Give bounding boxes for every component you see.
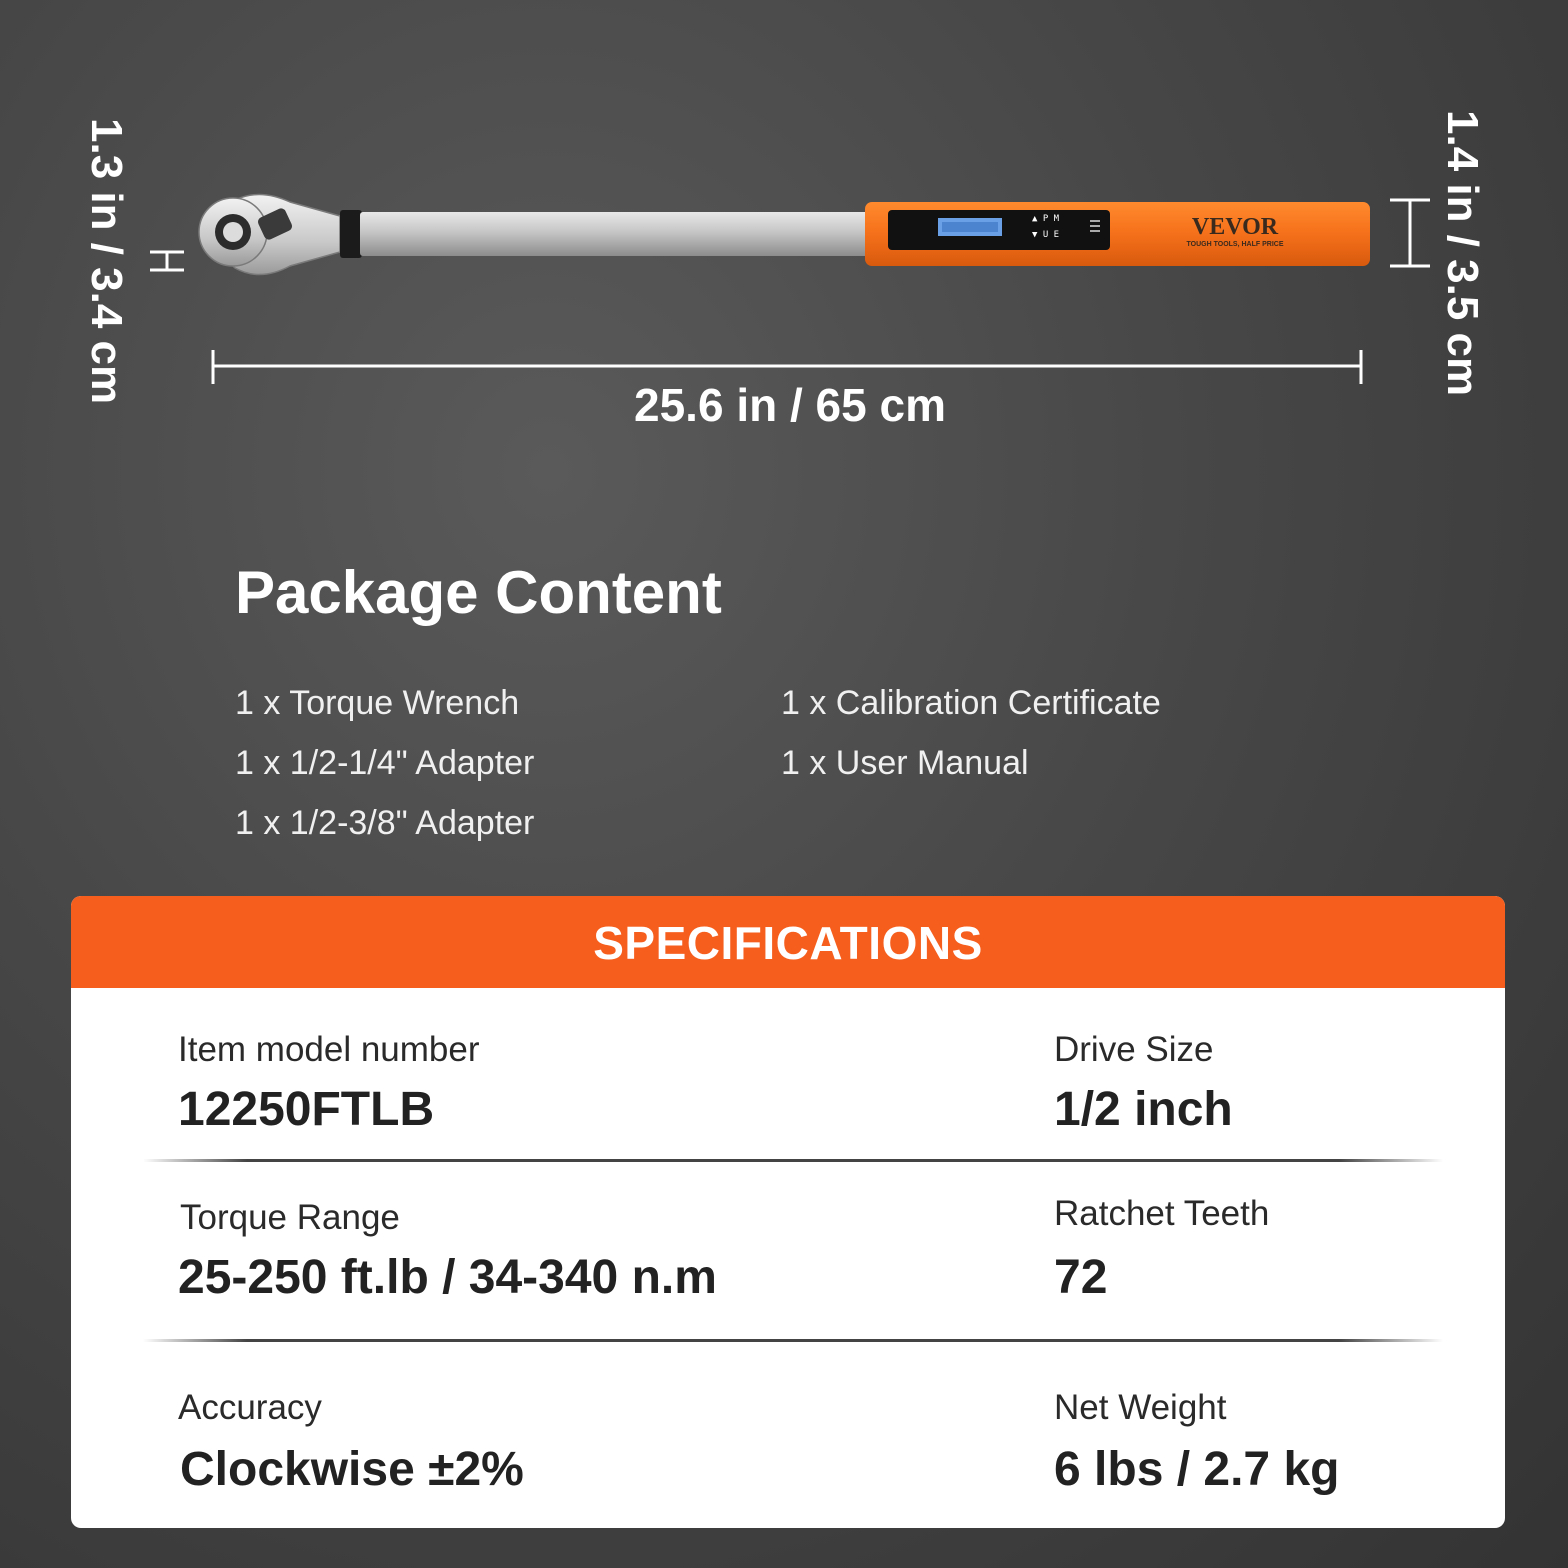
spec-divider (143, 1339, 1443, 1342)
spec-value-accuracy: Clockwise ±2% (180, 1443, 524, 1496)
spec-label-accuracy: Accuracy (178, 1388, 322, 1427)
specifications-title: SPECIFICATIONS (71, 896, 1505, 988)
wrench-handle (865, 202, 1370, 266)
spec-label-ratchet-teeth: Ratchet Teeth (1054, 1194, 1270, 1233)
spec-label-torque-range: Torque Range (180, 1198, 400, 1237)
spec-divider (143, 1159, 1443, 1162)
ratchet-head (199, 194, 340, 274)
length-dimension-label: 25.6 in / 65 cm (634, 379, 946, 431)
brand-tagline: TOUGH TOOLS, HALF PRICE (1186, 241, 1284, 248)
svg-text:▼ U E: ▼ U E (1032, 230, 1060, 240)
height-dimension-left: 1.3 in / 3.4 cm (82, 118, 131, 405)
spec-label-model: Item model number (178, 1030, 480, 1069)
height-dimension-right: 1.4 in / 3.5 cm (1438, 110, 1487, 397)
package-item: 1 x User Manual (781, 744, 1029, 782)
spec-value-torque-range: 25-250 ft.lb / 34-340 n.m (178, 1251, 717, 1304)
spec-value-net-weight: 6 lbs / 2.7 kg (1054, 1443, 1340, 1496)
package-content-title: Package Content (235, 559, 722, 626)
wrench-shaft (360, 212, 870, 256)
spec-value-drive-size: 1/2 inch (1054, 1083, 1233, 1136)
brand-logo: VEVOR (1191, 214, 1279, 240)
shaft-collar (340, 210, 362, 258)
package-item: 1 x Torque Wrench (235, 684, 520, 722)
spec-label-net-weight: Net Weight (1054, 1388, 1227, 1427)
package-item: 1 x 1/2-1/4" Adapter (235, 744, 535, 782)
package-item: 1 x 1/2-3/8" Adapter (235, 804, 535, 842)
spec-value-ratchet-teeth: 72 (1054, 1251, 1108, 1304)
spec-value-model: 12250FTLB (178, 1083, 435, 1136)
control-buttons: ▲ P M (1032, 214, 1060, 224)
spec-label-drive-size: Drive Size (1054, 1030, 1214, 1069)
head-height-marker (150, 252, 184, 270)
torque-wrench-illustration (140, 180, 1440, 400)
package-item: 1 x Calibration Certificate (781, 684, 1161, 722)
specifications-card (71, 896, 1505, 1528)
handle-height-marker (1390, 200, 1430, 266)
